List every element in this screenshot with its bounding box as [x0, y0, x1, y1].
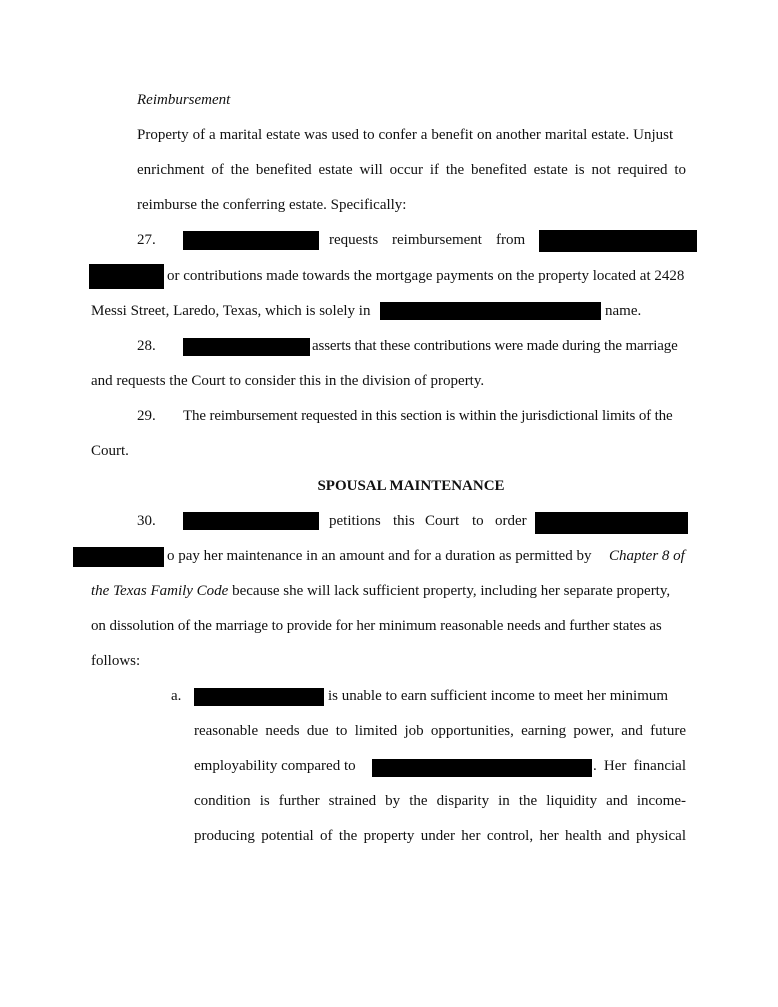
redaction-block	[183, 231, 319, 250]
texas-family-code-ref: the Texas Family Code	[91, 583, 229, 599]
para-27-word-1: requests	[329, 232, 379, 248]
para-30-line-2a: o pay her maintenance in an amount and for a duration as permitted by	[167, 548, 592, 564]
para-28-line-2: and requests the Court to consider this in the division of property.	[91, 373, 485, 389]
para-28-line-1: asserts that these contributions were made during the marriage	[312, 338, 678, 354]
redaction-block	[73, 547, 164, 567]
sub-item-a-line-3b: . Her financial	[593, 758, 686, 774]
redaction-block	[89, 264, 164, 289]
intro-line-3: reimburse the conferring estate. Specifically:	[137, 197, 407, 213]
sub-item-a-line-5: producing potential of the property under her control, her health and physical	[194, 828, 686, 844]
para-30-line-4: on dissolution of the marriage to provide for her minimum reasonable needs and further states as	[91, 618, 662, 634]
para-28-number: 28.	[137, 338, 156, 354]
redaction-block	[372, 759, 592, 777]
spousal-maintenance-heading: SPOUSAL MAINTENANCE	[317, 478, 505, 494]
intro-line-2: enrichment of the benefited estate will occur if the benefited estate is not required to	[137, 162, 686, 178]
sub-item-a-line-3a: employability compared to	[194, 758, 356, 774]
para-27-word-3: from	[496, 232, 526, 248]
para-30-number: 30.	[137, 513, 156, 529]
para-27-word-2: reimbursement	[392, 232, 482, 248]
intro-line-1	[137, 125, 686, 145]
para-29-line-2: Court.	[91, 443, 129, 459]
redaction-block	[194, 688, 324, 706]
reimbursement-heading: Reimbursement	[137, 92, 231, 108]
redaction-block	[539, 230, 697, 252]
sub-item-a-line-1: is unable to earn sufficient income to meet her minimum	[328, 688, 669, 704]
para-30-word-3: Court	[425, 513, 460, 529]
para-27-line-3b: name.	[605, 303, 642, 319]
sub-item-a-line-4: condition is further strained by the disparity in the liquidity and income-	[194, 793, 686, 809]
para-29-line-1: The reimbursement requested in this section is within the jurisdictional limits of the	[183, 408, 673, 424]
redaction-block	[380, 302, 601, 320]
para-30-word-5: order	[495, 513, 527, 529]
para-30-word-2: this	[393, 513, 415, 529]
para-27-line-2: or contributions made towards the mortgage payments on the property located at 2428	[167, 268, 685, 284]
para-27-line-3a: Messi Street, Laredo, Texas, which is solely in	[91, 303, 371, 319]
para-30-line-3b: because she will lack sufficient property, including her separate property,	[232, 583, 671, 599]
redaction-block	[183, 512, 319, 530]
para-30-line-3	[91, 581, 670, 601]
para-30-word-1: petitions	[329, 513, 381, 529]
para-30-line-5: follows:	[91, 653, 141, 669]
sub-item-a-line-2: reasonable needs due to limited job opportunities, earning power, and future	[194, 723, 686, 739]
para-30-word-4: to	[472, 513, 484, 529]
intro-text-1: Property of a marital estate was used to confer a benefit on another marital estate. Unjust	[137, 127, 674, 143]
redaction-block	[183, 338, 310, 356]
para-27-number: 27.	[137, 232, 156, 248]
para-30-line-2b: Chapter 8 of	[609, 548, 685, 564]
para-29-number: 29.	[137, 408, 156, 424]
sub-item-a-label: a.	[171, 688, 182, 704]
redaction-block	[535, 512, 688, 534]
